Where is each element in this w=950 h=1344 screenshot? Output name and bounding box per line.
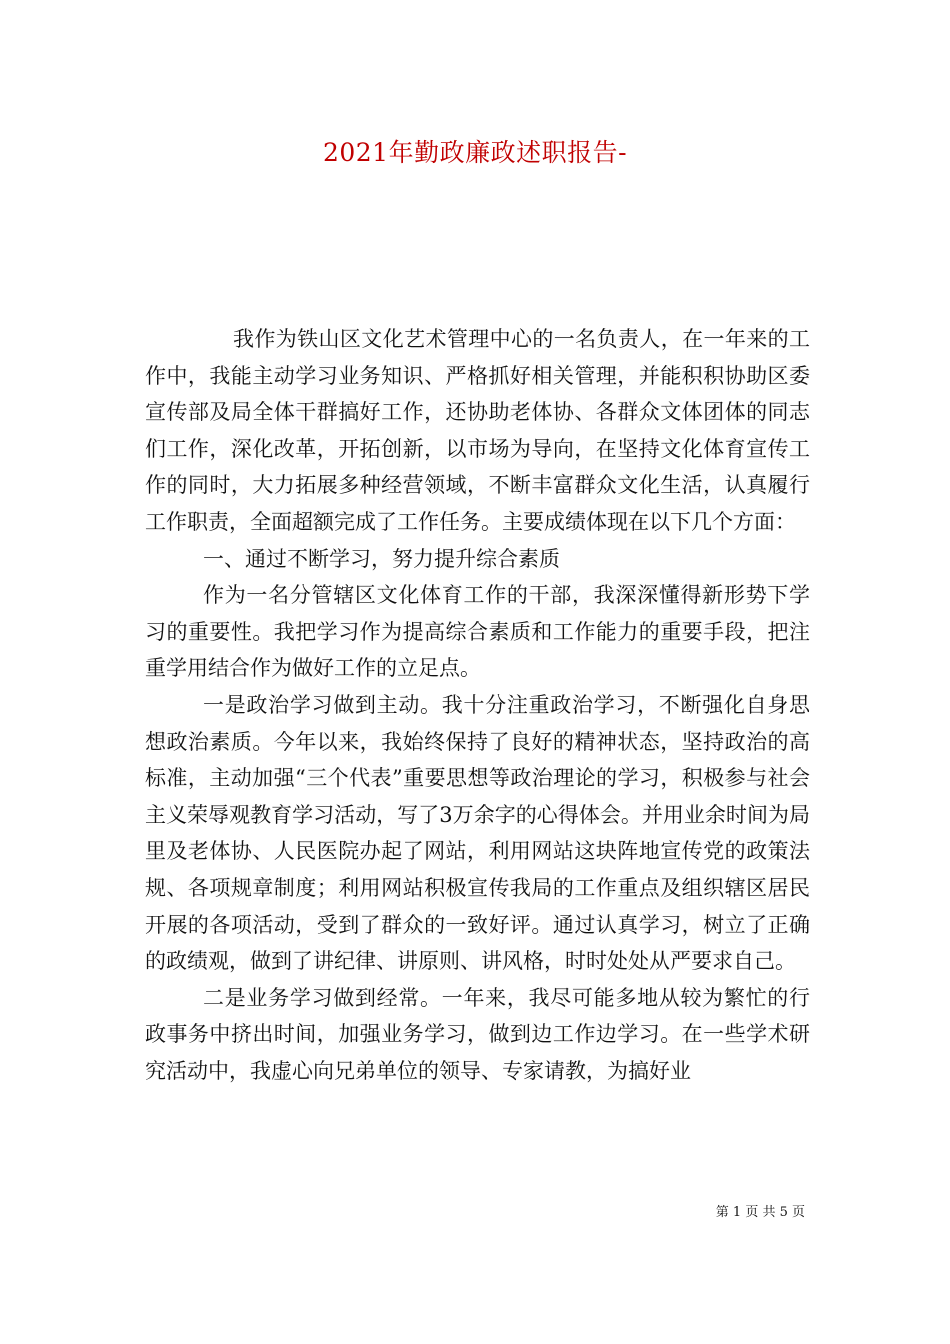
paragraph-business-study: 二是业务学习做到经常。一年来，我尽可能多地从较为繁忙的行政事务中挤出时间，加强业务学习，做到边工作边学习。在一些学术研究活动中，我虚心向兄弟单位的领导、专家请教，为搞好业 (145, 985, 810, 1083)
document-body (145, 321, 810, 1089)
page-number-footer: 第 1 页 共 5 页 (715, 1205, 805, 1220)
paragraph-intro: 我作为铁山区文化艺术管理中心的一名负责人，在一年来的工作中，我能主动学习业务知识、严格抓好相关管理，并能积积协助区委宣传部及局全体干群搞好工作，还协助老体协、各群众文体团体的同志们工作，深化改革，开拓创新，以市场为导向，在坚持文化体育宣传工作的同时，大力拓展多种经营领域，不断丰富群众文化生活，认真履行工作职责，全面超额完成了工作任务。主要成绩体现在以下几个方面： (145, 327, 810, 534)
paragraph-political-study: 一是政治学习做到主动。我十分注重政治学习，不断强化自身思想政治素质。今年以来，我始终保持了良好的精神状态，坚持政治的高标准，主动加强“三个代表”重要思想等政治理论的学习，积极参与社会主义荣辱观教育学习活动，写了3万余字的心得体会。并用业余时间为局里及老体协、人民医院办起了网站，利用网站这块阵地宣传党的政策法规、各项规章制度；利用网站积极宣传我局的工作重点及组织辖区居民开展的各项活动，受到了群众的一致好评。通过认真学习，树立了正确的政绩观，做到了讲纪律、讲原则、讲风格，时时处处从严要求自己。 (145, 692, 810, 974)
section-heading-1: 一、通过不断学习，努力提升综合素质 (203, 546, 560, 571)
document-title: 2021年勤政廉政述职报告- (322, 138, 628, 167)
paragraph-section-1-intro: 作为一名分管辖区文化体育工作的干部，我深深懂得新形势下学习的重要性。我把学习作为提高综合素质和工作能力的重要手段，把注重学用结合作为做好工作的立足点。 (145, 583, 810, 681)
